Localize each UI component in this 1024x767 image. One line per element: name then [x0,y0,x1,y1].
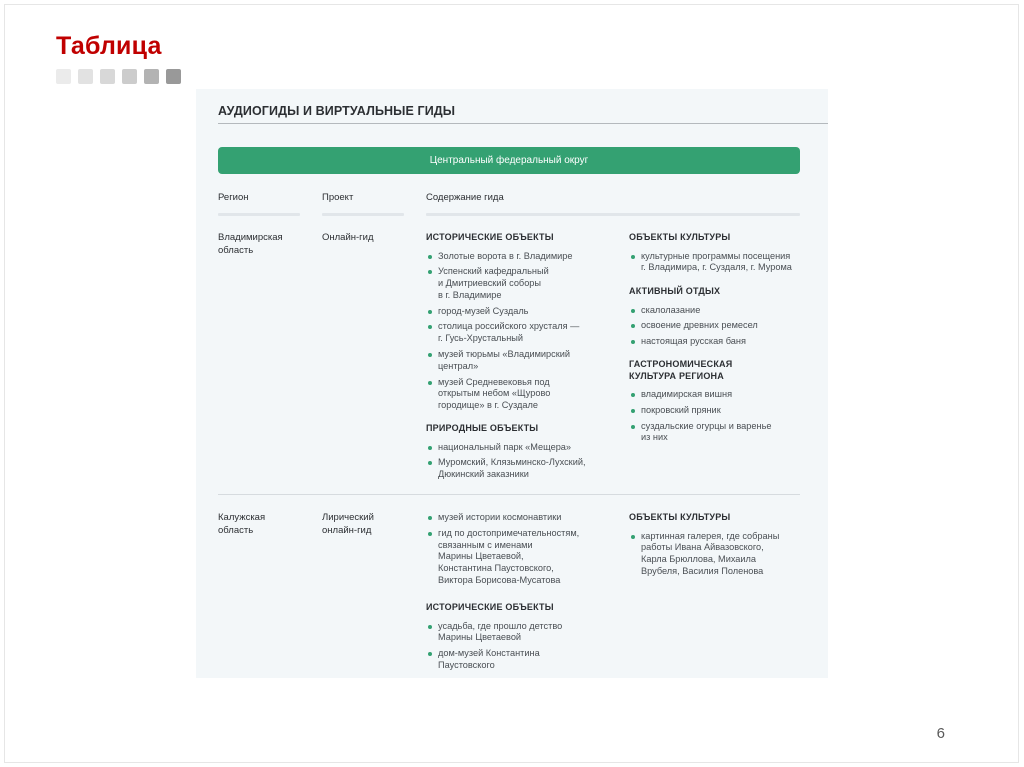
section-title: ИСТОРИЧЕСКИЕ ОБЪЕКТЫ [426,232,554,242]
section-list [426,512,616,587]
column-rule-project [322,213,404,216]
column-rule-region [218,213,300,216]
row-1-section-culture [629,232,819,278]
row-2-section-historical [426,602,616,676]
row-1-project: Онлайн-гид [322,232,374,243]
list-item: скалолазание [629,305,819,317]
section-list [629,251,819,275]
list-item: столица российского хрусталя — г. Гусь-Хрустальный [426,321,616,345]
list-item: Муромский, Клязьминско-Лухский, Дюкинский заказники [426,457,616,481]
section-list [426,251,616,413]
section-title: ОБЪЕКТЫ КУЛЬТУРЫ [629,232,731,242]
row-1-section-active [629,286,819,352]
list-item: Золотые ворота в г. Владимире [426,251,616,263]
dot-2 [78,69,93,84]
column-rule-content [426,213,800,216]
slide-title: Таблица [56,32,162,60]
dot-5 [144,69,159,84]
row-1-section-historical [426,232,616,416]
decorative-dots [56,69,181,84]
list-item: Успенский кафедральный и Дмитриевский соборы в г. Владимире [426,266,616,301]
section-title: ГАСТРОНОМИЧЕСКАЯ КУЛЬТУРА РЕГИОНА [629,359,733,381]
list-item: гид по достопримечательностям, связанным с именами Марины Цветаевой, Константина Паустовского, Виктора Борисова-Мусатова [426,528,616,587]
page-number: 6 [936,725,945,742]
row-2-section-general [426,512,616,591]
row-1-section-nature [426,423,616,485]
list-item: культурные программы посещения г. Владимира, г. Суздаля, г. Мурома [629,251,819,275]
title-divider [218,123,828,124]
row-2-section-culture [629,512,819,582]
list-item: музей тюрьмы «Владимирский централ» [426,349,616,373]
row-divider [218,494,800,495]
list-item: картинная галерея, где собраны работы Ивана Айвазовского, Карла Брюллова, Михаила Врубеля, Василия Поленова [629,531,819,578]
dot-1 [56,69,71,84]
section-title: ИСТОРИЧЕСКИЕ ОБЪЕКТЫ [426,602,554,612]
audio-guides-table [196,89,828,678]
section-title: ОБЪЕКТЫ КУЛЬТУРЫ [629,512,731,522]
section-list [426,442,616,481]
row-1-section-gastronomy [629,359,819,448]
section-list [629,531,819,578]
list-item: освоение древних ремесел [629,320,819,332]
row-1-region: Владимирская область [218,232,283,256]
section-list [629,305,819,348]
list-item: город-музей Суздаль [426,306,616,318]
column-header-region: Регион [218,192,249,203]
list-item: суздальские огурцы и варенье из них [629,421,819,445]
list-item: усадьба, где прошло детство Марины Цветаевой [426,621,616,645]
table-title: АУДИОГИДЫ И ВИРТУАЛЬНЫЕ ГИДЫ [218,104,456,118]
column-header-content: Содержание гида [426,192,504,203]
list-item: музей Средневековья под открытым небом «Щурово городище» в г. Суздале [426,377,616,412]
list-item: национальный парк «Мещера» [426,442,616,454]
list-item: владимирская вишня [629,389,819,401]
section-title: АКТИВНЫЙ ОТДЫХ [629,286,721,296]
list-item: дом-музей Константина Паустовского [426,648,616,672]
row-2-project: Лирический онлайн-гид [322,512,374,536]
dot-3 [100,69,115,84]
section-list [629,389,819,444]
section-title: ПРИРОДНЫЕ ОБЪЕКТЫ [426,423,539,433]
list-item: музей истории космонавтики [426,512,616,524]
row-2-region: Калужская область [218,512,266,536]
list-item: настоящая русская баня [629,336,819,348]
column-header-project: Проект [322,192,354,203]
district-banner: Центральный федеральный округ [218,147,800,174]
list-item: покровский пряник [629,405,819,417]
section-list [426,621,616,672]
dot-6 [166,69,181,84]
dot-4 [122,69,137,84]
